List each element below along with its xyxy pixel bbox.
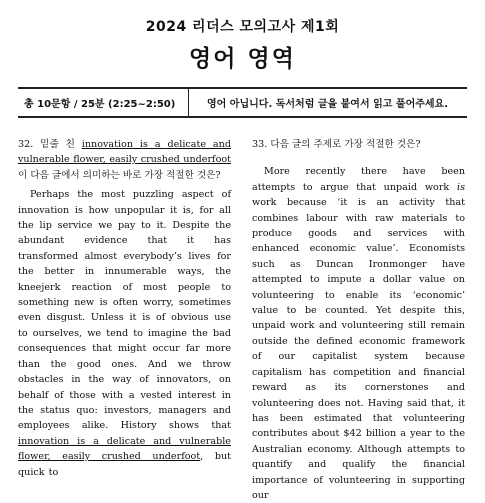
question-33-prompt-text: 다음 글의 주제로 가장 적절한 것은?: [270, 139, 421, 150]
question-32-prompt-post: 이 다음 글에서 의미하는 바로 가장 적절한 것은?: [18, 169, 221, 181]
question-32-underlined-phrase: innovation is a delicate and vulnerable flower, easily crushed underfoot: [18, 139, 231, 166]
question-33-prompt: [252, 137, 465, 152]
question-32-prompt-pre: 밑줄 친: [40, 139, 75, 150]
question-count-time: 총 10문항 / 25분 (2:25~2:50): [24, 99, 176, 110]
right-column: [252, 137, 465, 503]
passage-32-text-b: , but quick to: [18, 451, 231, 478]
passage-33-text-b: work because ‘it is an activity that combines labour with raw materials to produce goods and services with enhanced economic value’. Economists such as Duncan Ironmonger have attempted to impute a dollar value on volunteering to enable its ‘economic’ value to be counted. Yet despite this, unpaid work and volunteering still remain outside the defined economic framework of our capitalist system because capitalism has competition and financial reward as its cornerstones and volunteering does not. Having said that, it has been estimated that volunteering contributes about $42 billion a year to the Australian economy. Although attempts to quantify and qualify the financial importance of volunteering in supporting our: [252, 197, 465, 501]
subject-title: 영어 영역: [189, 46, 296, 72]
passage-32-text-a: Perhaps the most puzzling aspect of innovation is how unpopular it is, for all the lip service we pay to it. Despite the abundant evidence that it has transformed almost everybody’s lives for the better in innumerable ways, the kneejerk reaction of most people to something new is often worry, sometimes even disgust. Unless it is of obvious use to ourselves, we tend to imagine the bad consequences that might occur far more than the good ones. And we throw obstacles in the way of innovators, on behalf of those with a vested interest in the status quo: investors, managers and employees alike. History shows that: [18, 189, 231, 432]
question-32-passage: [18, 187, 231, 480]
exam-title: 2024 리더스 모의고사 제1회: [145, 19, 340, 35]
left-column: [18, 137, 231, 480]
passage-33-text-a: More recently there have been attempts to argue that unpaid work: [252, 166, 465, 193]
question-33-number: 33.: [252, 139, 268, 150]
question-33-passage: [252, 164, 465, 503]
question-32-number: 32.: [18, 139, 34, 150]
info-bar: [18, 87, 467, 118]
question-32-prompt: [18, 137, 231, 183]
reading-notice: 영어 아닙니다. 독서처럼 글을 붙여서 읽고 풀어주세요.: [207, 99, 449, 110]
passage-33-italic: is: [457, 181, 465, 193]
passage-32-underlined: innovation is a delicate and vulnerable flower, easily crushed underfoot: [18, 435, 231, 463]
